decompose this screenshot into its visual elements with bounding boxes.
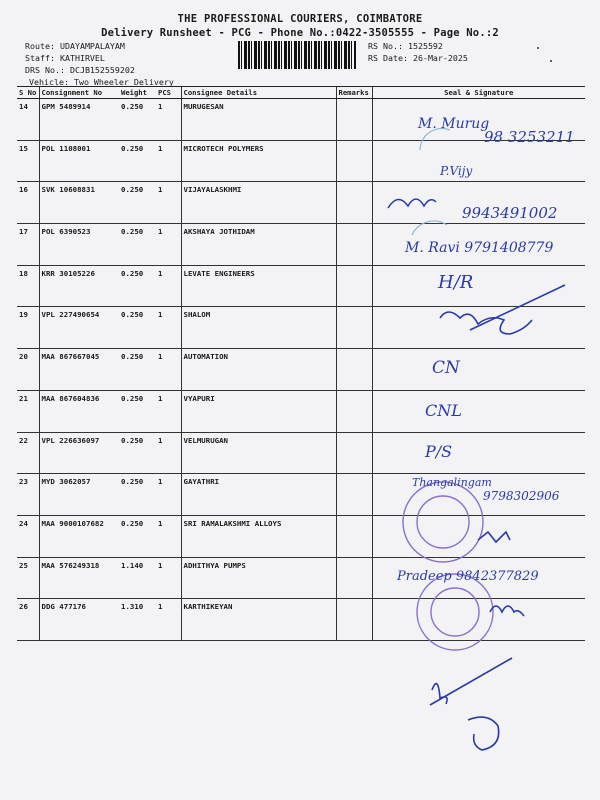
signature-15: P.Vijy bbox=[440, 164, 473, 178]
row-pcs: 1 bbox=[156, 99, 181, 141]
col-remarks: Remarks bbox=[336, 87, 372, 99]
row-pcs: 1 bbox=[156, 307, 181, 349]
rs-date: RS Date: 26-Mar-2025 bbox=[368, 53, 468, 63]
signature-23: Thangalingam bbox=[412, 476, 492, 489]
row-consignment-no: MAA 867667045 bbox=[39, 349, 119, 391]
row-consignment-no: MAA 9000107682 bbox=[39, 515, 119, 557]
row-consignee: VIJAYALASKHMI bbox=[181, 182, 336, 224]
row-pcs: 1 bbox=[156, 474, 181, 516]
row-sno: 23 bbox=[17, 474, 39, 516]
row-consignment-no: SVK 10608831 bbox=[39, 182, 119, 224]
row-weight: 0.250 bbox=[119, 99, 156, 141]
row-sno: 18 bbox=[17, 265, 39, 307]
stamp-inner-ring bbox=[417, 496, 469, 548]
row-pcs: 1 bbox=[156, 224, 181, 266]
row-consignee: ADHITHYA PUMPS bbox=[181, 557, 336, 599]
row-consignee: SRI RAMALAKSHMI ALLOYS bbox=[181, 515, 336, 557]
faint-stamp-arc bbox=[412, 221, 447, 235]
row-sno: 24 bbox=[17, 515, 39, 557]
col-weight: Weight bbox=[119, 87, 156, 99]
row-pcs: 1 bbox=[156, 390, 181, 432]
circular-stamp bbox=[417, 574, 493, 650]
row-weight: 0.250 bbox=[119, 265, 156, 307]
row-weight: 1.140 bbox=[119, 557, 156, 599]
phone-14: 98 3253211 bbox=[484, 128, 575, 146]
col-consignment: Consignment No bbox=[39, 87, 119, 99]
row-consignee: MICROTECH POLYMERS bbox=[181, 140, 336, 182]
row-weight: 0.250 bbox=[119, 349, 156, 391]
company-title: THE PROFESSIONAL COURIERS, COIMBATORE bbox=[177, 13, 423, 25]
initials-26 bbox=[490, 606, 524, 616]
row-sno: 25 bbox=[17, 557, 39, 599]
remark-20: CN bbox=[432, 358, 460, 378]
phone-16: 9943491002 bbox=[462, 204, 558, 222]
signature-17: M. Ravi 9791408779 bbox=[405, 240, 554, 256]
row-sno: 17 bbox=[17, 224, 39, 266]
row-sno: 19 bbox=[17, 307, 39, 349]
row-weight: 0.250 bbox=[119, 224, 156, 266]
row-consignment-no: POL 1108001 bbox=[39, 140, 119, 182]
row-weight: 0.250 bbox=[119, 307, 156, 349]
scribble-bottom bbox=[430, 658, 512, 750]
drs-label: DRS No.: DCJB152559202 bbox=[25, 65, 135, 75]
row-weight: 0.250 bbox=[119, 182, 156, 224]
row-consignment-no: KRR 30105226 bbox=[39, 265, 119, 307]
row-sno: 20 bbox=[17, 349, 39, 391]
row-pcs: 1 bbox=[156, 182, 181, 224]
row-consignee: MURUGESAN bbox=[181, 99, 336, 141]
route-label: Route: UDAYAMPALAYAM bbox=[25, 41, 125, 51]
circular-stamp bbox=[403, 482, 483, 562]
runsheet-subtitle: Delivery Runsheet - PCG - Phone No.:0422-3505555 - Page No.:2 bbox=[101, 27, 499, 39]
signature-14: M. Murug bbox=[418, 116, 490, 132]
row-weight: 0.250 bbox=[119, 140, 156, 182]
row-consignee: AUTOMATION bbox=[181, 349, 336, 391]
row-consignment-no: VPL 226636097 bbox=[39, 432, 119, 474]
row-sno: 14 bbox=[17, 99, 39, 141]
row-pcs: 1 bbox=[156, 515, 181, 557]
row-pcs: 1 bbox=[156, 432, 181, 474]
vehicle-label: Vehicle: Two Wheeler Delivery bbox=[29, 77, 174, 87]
row-pcs: 1 bbox=[156, 557, 181, 599]
remark-22: P/S bbox=[425, 442, 453, 461]
scribble-16 bbox=[388, 199, 436, 208]
row-consignee: VELMURUGAN bbox=[181, 432, 336, 474]
signature-18: H/R bbox=[438, 272, 474, 293]
row-consignment-no: POL 6390523 bbox=[39, 224, 119, 266]
col-pcs: PCS bbox=[156, 87, 181, 99]
row-consignment-no: MAA 576249318 bbox=[39, 557, 119, 599]
stamp-outer-ring bbox=[417, 574, 493, 650]
col-sno: S No bbox=[17, 87, 39, 99]
staff-label: Staff: KATHIRVEL bbox=[25, 53, 105, 63]
row-consignee: AKSHAYA JOTHIDAM bbox=[181, 224, 336, 266]
row-sno: 15 bbox=[17, 140, 39, 182]
row-weight: 0.250 bbox=[119, 474, 156, 516]
row-consignee: SHALOM bbox=[181, 307, 336, 349]
row-weight: 0.250 bbox=[119, 390, 156, 432]
row-pcs: 1 bbox=[156, 349, 181, 391]
row-consignee: KARTHIKEYAN bbox=[181, 599, 336, 641]
row-consignment-no: DDG 477176 bbox=[39, 599, 119, 641]
row-sno: 22 bbox=[17, 432, 39, 474]
stamp-outer-ring bbox=[403, 482, 483, 562]
row-weight: 1.310 bbox=[119, 599, 156, 641]
rs-number: RS No.: 1525592 bbox=[368, 41, 443, 51]
initials-24 bbox=[478, 532, 510, 542]
row-consignment-no: GPM 5489914 bbox=[39, 99, 119, 141]
remark-21: CNL bbox=[425, 401, 462, 420]
row-consignee: LEVATE ENGINEERS bbox=[181, 265, 336, 307]
col-consignee: Consignee Details bbox=[181, 87, 336, 99]
row-sno: 21 bbox=[17, 390, 39, 432]
row-weight: 0.250 bbox=[119, 432, 156, 474]
row-consignment-no: MAA 867604836 bbox=[39, 390, 119, 432]
row-sno: 26 bbox=[17, 599, 39, 641]
row-weight: 0.250 bbox=[119, 515, 156, 557]
row-consignee: VYAPURI bbox=[181, 390, 336, 432]
row-consignee: GAYATHRI bbox=[181, 474, 336, 516]
row-pcs: 1 bbox=[156, 599, 181, 641]
row-consignment-no: MYD 3062057 bbox=[39, 474, 119, 516]
signature-25: Pradeep 9842377829 bbox=[397, 569, 539, 584]
row-pcs: 1 bbox=[156, 265, 181, 307]
row-consignment-no: VPL 227490654 bbox=[39, 307, 119, 349]
phone-23: 9798302906 bbox=[483, 489, 560, 503]
row-sno: 16 bbox=[17, 182, 39, 224]
col-signature: Seal & Signature bbox=[372, 87, 585, 99]
row-pcs: 1 bbox=[156, 140, 181, 182]
stamp-inner-ring bbox=[431, 588, 479, 636]
